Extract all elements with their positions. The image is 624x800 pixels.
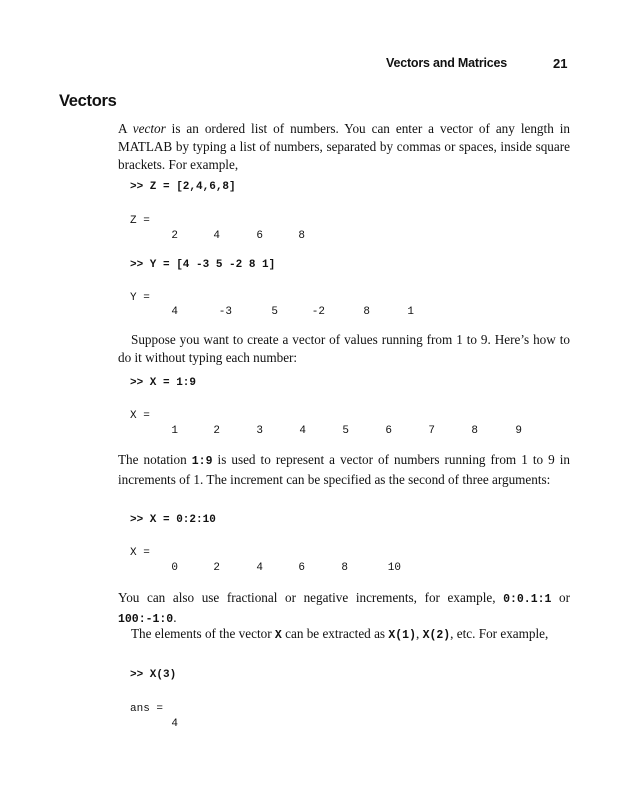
output-value: 1 <box>171 425 178 437</box>
text-run: can be extracted as <box>281 626 389 641</box>
output-value: 2 <box>213 562 220 574</box>
page-number: 21 <box>553 56 568 71</box>
output-value: 2 <box>213 425 220 437</box>
inline-code: 1:9 <box>191 455 213 468</box>
output-value: 10 <box>387 562 401 574</box>
output-value: 2 <box>171 230 178 242</box>
output-value: 4 <box>171 718 178 730</box>
output-value: 6 <box>298 562 305 574</box>
text-run: You can also use fractional or negative increments, for example, <box>118 590 504 605</box>
output-value: 4 <box>256 562 263 574</box>
text-run: is an ordered list of numbers. You can enter a vector of any length in MATLAB by typing a list of numbers, separated by commas or spaces, inside square brackets. For example, <box>118 121 570 172</box>
paragraph-element-extraction <box>118 625 570 645</box>
output-value: 6 <box>385 425 392 437</box>
emphasis-vector: vector <box>132 121 166 136</box>
output-value: 8 <box>298 230 305 242</box>
output-value: 4 <box>171 306 178 318</box>
code-command-index: >> X(3) <box>130 669 177 681</box>
text-run: . <box>173 610 177 625</box>
code-command-z: >> Z = [2,4,6,8] <box>130 181 236 193</box>
inline-code: 100:-1:0 <box>118 613 174 626</box>
output-value: 9 <box>515 425 522 437</box>
text-run: , <box>415 626 423 641</box>
output-value: 7 <box>428 425 435 437</box>
text-run: The elements of the vector <box>131 626 275 641</box>
output-value: 1 <box>407 306 414 318</box>
output-value: 8 <box>363 306 370 318</box>
paragraph-fractional-increments <box>118 589 570 629</box>
output-value: 4 <box>299 425 306 437</box>
output-value: 3 <box>256 425 263 437</box>
text-run: or <box>551 590 570 605</box>
code-command-x-increment: >> X = 0:2:10 <box>130 514 216 526</box>
code-command-y: >> Y = [4 -3 5 -2 8 1] <box>130 259 276 271</box>
section-heading: Vectors <box>59 92 117 110</box>
paragraph-range-intro: Suppose you want to create a vector of values running from 1 to 9. Here’s how to do it without typing each number: <box>118 332 570 365</box>
output-value: -2 <box>311 306 325 318</box>
output-value: 8 <box>471 425 478 437</box>
inline-code: 0:0.1:1 <box>503 593 552 606</box>
running-header-title: Vectors and Matrices <box>386 56 508 70</box>
output-value: 8 <box>341 562 348 574</box>
code-command-x-range: >> X = 1:9 <box>130 377 197 389</box>
paragraph-vector-definition <box>118 120 570 174</box>
inline-code: X(2) <box>422 629 451 642</box>
output-label-x-range: X = <box>130 410 150 422</box>
output-value: 5 <box>342 425 349 437</box>
inline-code: X <box>274 629 282 642</box>
output-value: 5 <box>271 306 278 318</box>
output-label-x-increment: X = <box>130 547 150 559</box>
output-value: 4 <box>213 230 220 242</box>
output-label-y: Y = <box>130 292 150 304</box>
output-value: 0 <box>171 562 178 574</box>
output-label-z: Z = <box>130 215 150 227</box>
output-value: -3 <box>218 306 232 318</box>
text-run: is used to represent a vector of numbers running from 1 to 9 in increments of 1. The increment can be specified as the second of three arguments: <box>118 452 570 487</box>
text-run: The notation <box>118 452 192 467</box>
text-run: A <box>118 121 133 136</box>
output-value: 6 <box>256 230 263 242</box>
paragraph-notation <box>118 451 570 489</box>
output-label-ans: ans = <box>130 703 164 715</box>
text-run: , etc. For example, <box>450 626 549 641</box>
inline-code: X(1) <box>388 629 416 642</box>
